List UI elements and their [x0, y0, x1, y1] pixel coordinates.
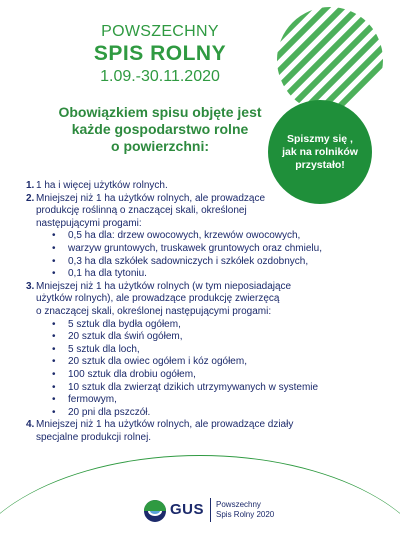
criteria-item-2 [26, 193, 380, 231]
threshold-item-continuation: • warzyw gruntowych, truskawek gruntowych oraz chmielu, [26, 243, 380, 256]
threshold-list-crops [26, 230, 380, 280]
item-number: 3. [26, 280, 35, 292]
subtitle-line-2: każde gospodarstwo rolne [71, 121, 249, 137]
subtitle [30, 104, 290, 155]
criteria-item-3 [26, 281, 380, 319]
item-text-line: produkcję roślinną o znaczącej skali, określonej [36, 205, 247, 217]
threshold-item: • 10 sztuk dla zwierząt dzikich utrzymywanych w systemie [26, 382, 380, 395]
census-dates: 1.09.-30.11.2020 [100, 68, 220, 85]
item-text-line: specjalne produkcji rolnej. [36, 431, 152, 443]
criteria-item-4 [26, 419, 380, 444]
subtitle-line-1: Obowiązkiem spisu objęte jest [58, 104, 262, 120]
title-block [60, 22, 260, 88]
threshold-item: • 20 sztuk dla świń ogółem, [26, 331, 380, 344]
threshold-item: • 0,5 ha dla: drzew owocowych, krzewów owocowych, [26, 230, 380, 243]
item-text-line: użytków rolnych), ale prowadzące produkcję zwierzęcą [36, 293, 280, 305]
footer-arc-divider [0, 455, 400, 534]
threshold-item: • 20 pni dla pszczół. [26, 407, 380, 420]
threshold-list-livestock [26, 319, 380, 420]
slogan-line-3: przystało! [295, 158, 345, 171]
item-text: 1 ha i więcej użytków rolnych. [36, 180, 168, 191]
threshold-item: • 0,3 ha dla szkółek sadowniczych i szkółek ozdobnych, [26, 256, 380, 269]
item-text-line: o znaczącej skali, określonej następującymi progami: [36, 305, 272, 317]
striped-circle-graphic [276, 6, 384, 114]
criteria-list [26, 180, 380, 444]
threshold-item: • 100 sztuk dla drobiu ogółem, [26, 369, 380, 382]
threshold-item: • 20 sztuk dla owiec ogółem i kóz ogółem, [26, 356, 380, 369]
item-text-line: Mniejszej niż 1 ha użytków rolnych, ale prowadzące działy [36, 419, 294, 431]
subtitle-line-3: o powierzchni: [111, 138, 209, 154]
threshold-item: • 0,1 ha dla tytoniu. [26, 268, 380, 281]
threshold-item: • 5 sztuk dla loch, [26, 344, 380, 357]
title-main: SPIS ROLNY [93, 42, 227, 65]
slogan-line-2: jak na rolników [282, 145, 358, 158]
gus-logo-text: GUS [170, 501, 205, 518]
footer-label-line-2: Spis Rolny 2020 [216, 510, 275, 519]
item-text-line: Mniejszej niż 1 ha użytków rolnych (w tym nieposiadające [36, 280, 292, 292]
gus-logo-icon [143, 499, 167, 523]
item-text-line: następującymi progami: [36, 217, 142, 229]
threshold-item: • 5 sztuk dla bydła ogółem, [26, 319, 380, 332]
item-number: 1. [26, 180, 35, 191]
footer-label [216, 500, 306, 520]
item-number: 2. [26, 192, 35, 204]
threshold-item-continuation: • fermowym, [26, 394, 380, 407]
footer-label-line-1: Powszechny [216, 500, 261, 509]
slogan-line-1: Spiszmy się , [287, 132, 353, 145]
footer-divider [210, 498, 211, 522]
title-top: POWSZECHNY [101, 23, 219, 40]
criteria-item-1 [26, 180, 380, 193]
item-text-line: Mniejszej niż 1 ha użytków rolnych, ale prowadzące [36, 192, 265, 204]
item-number: 4. [26, 419, 35, 431]
